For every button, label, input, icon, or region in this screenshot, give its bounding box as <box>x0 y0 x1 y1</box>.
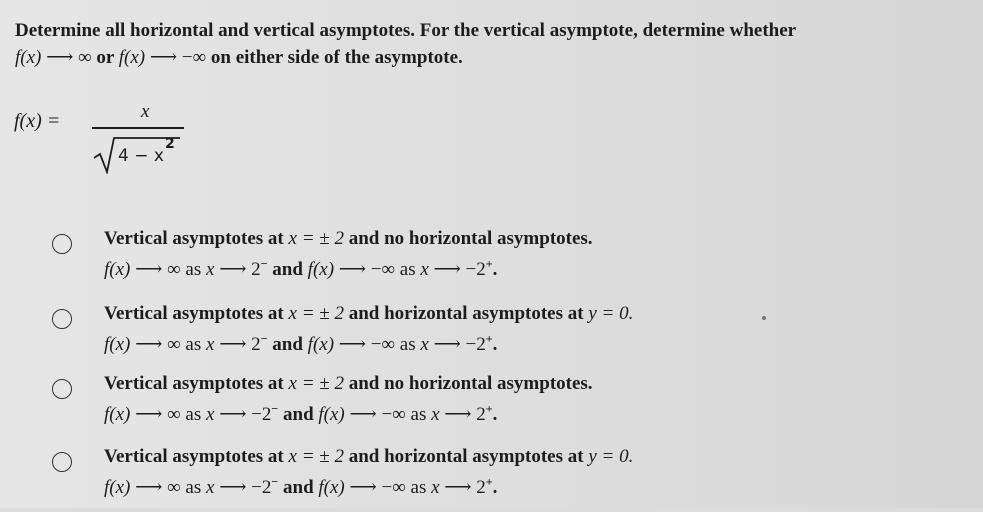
option-c-line1: Vertical asymptotes at x = ± 2 and no horizontal asymptotes. <box>104 373 593 394</box>
question-arrow-2: ⟶ −∞ <box>145 47 211 68</box>
radio-button-option-c[interactable] <box>52 379 72 399</box>
option-a-line2: f(x) ⟶ ∞ as x ⟶ 2− and f(x) ⟶ −∞ as x ⟶ −2+. <box>104 256 498 280</box>
option-d-line1: Vertical asymptotes at x = ± 2 and horizontal asymptotes at y = 0. <box>104 446 634 467</box>
question-text-line2 <box>15 46 463 69</box>
fraction-bar <box>92 127 184 129</box>
option-a-line1: Vertical asymptotes at x = ± 2 and no horizontal asymptotes. <box>104 228 593 249</box>
option-d-line2: f(x) ⟶ ∞ as x ⟶ −2− and f(x) ⟶ −∞ as x ⟶ 2+. <box>104 474 498 498</box>
option-c-line2: f(x) ⟶ ∞ as x ⟶ −2− and f(x) ⟶ −∞ as x ⟶ 2+. <box>104 401 498 425</box>
function-numerator: x <box>141 101 150 122</box>
answer-option-c[interactable] <box>0 373 983 439</box>
radio-button-option-a[interactable] <box>52 234 72 254</box>
stray-dot <box>762 316 766 320</box>
question-fx-1: f(x) <box>15 47 42 68</box>
question-or: or <box>96 47 119 68</box>
function-exponent: 2 <box>165 136 175 152</box>
answer-option-b[interactable] <box>0 303 983 369</box>
question-arrow-1: ⟶ ∞ <box>41 47 97 68</box>
radio-button-option-b[interactable] <box>52 309 72 329</box>
option-b-line2: f(x) ⟶ ∞ as x ⟶ 2− and f(x) ⟶ −∞ as x ⟶ −2+. <box>104 331 498 355</box>
function-radicand: 4 − x <box>118 146 164 166</box>
radio-button-option-d[interactable] <box>52 452 72 472</box>
option-b-line1: Vertical asymptotes at x = ± 2 and horizontal asymptotes at y = 0. <box>104 303 634 324</box>
question-text-line1: Determine all horizontal and vertical asymptotes. For the vertical asymptote, determine whether <box>15 20 797 41</box>
function-label: f(x) = <box>14 110 61 132</box>
answer-option-a[interactable] <box>0 228 983 294</box>
question-rest: on either side of the asymptote. <box>210 47 463 68</box>
answer-option-d[interactable] <box>0 446 983 512</box>
question-fx-2: f(x) <box>118 47 146 68</box>
